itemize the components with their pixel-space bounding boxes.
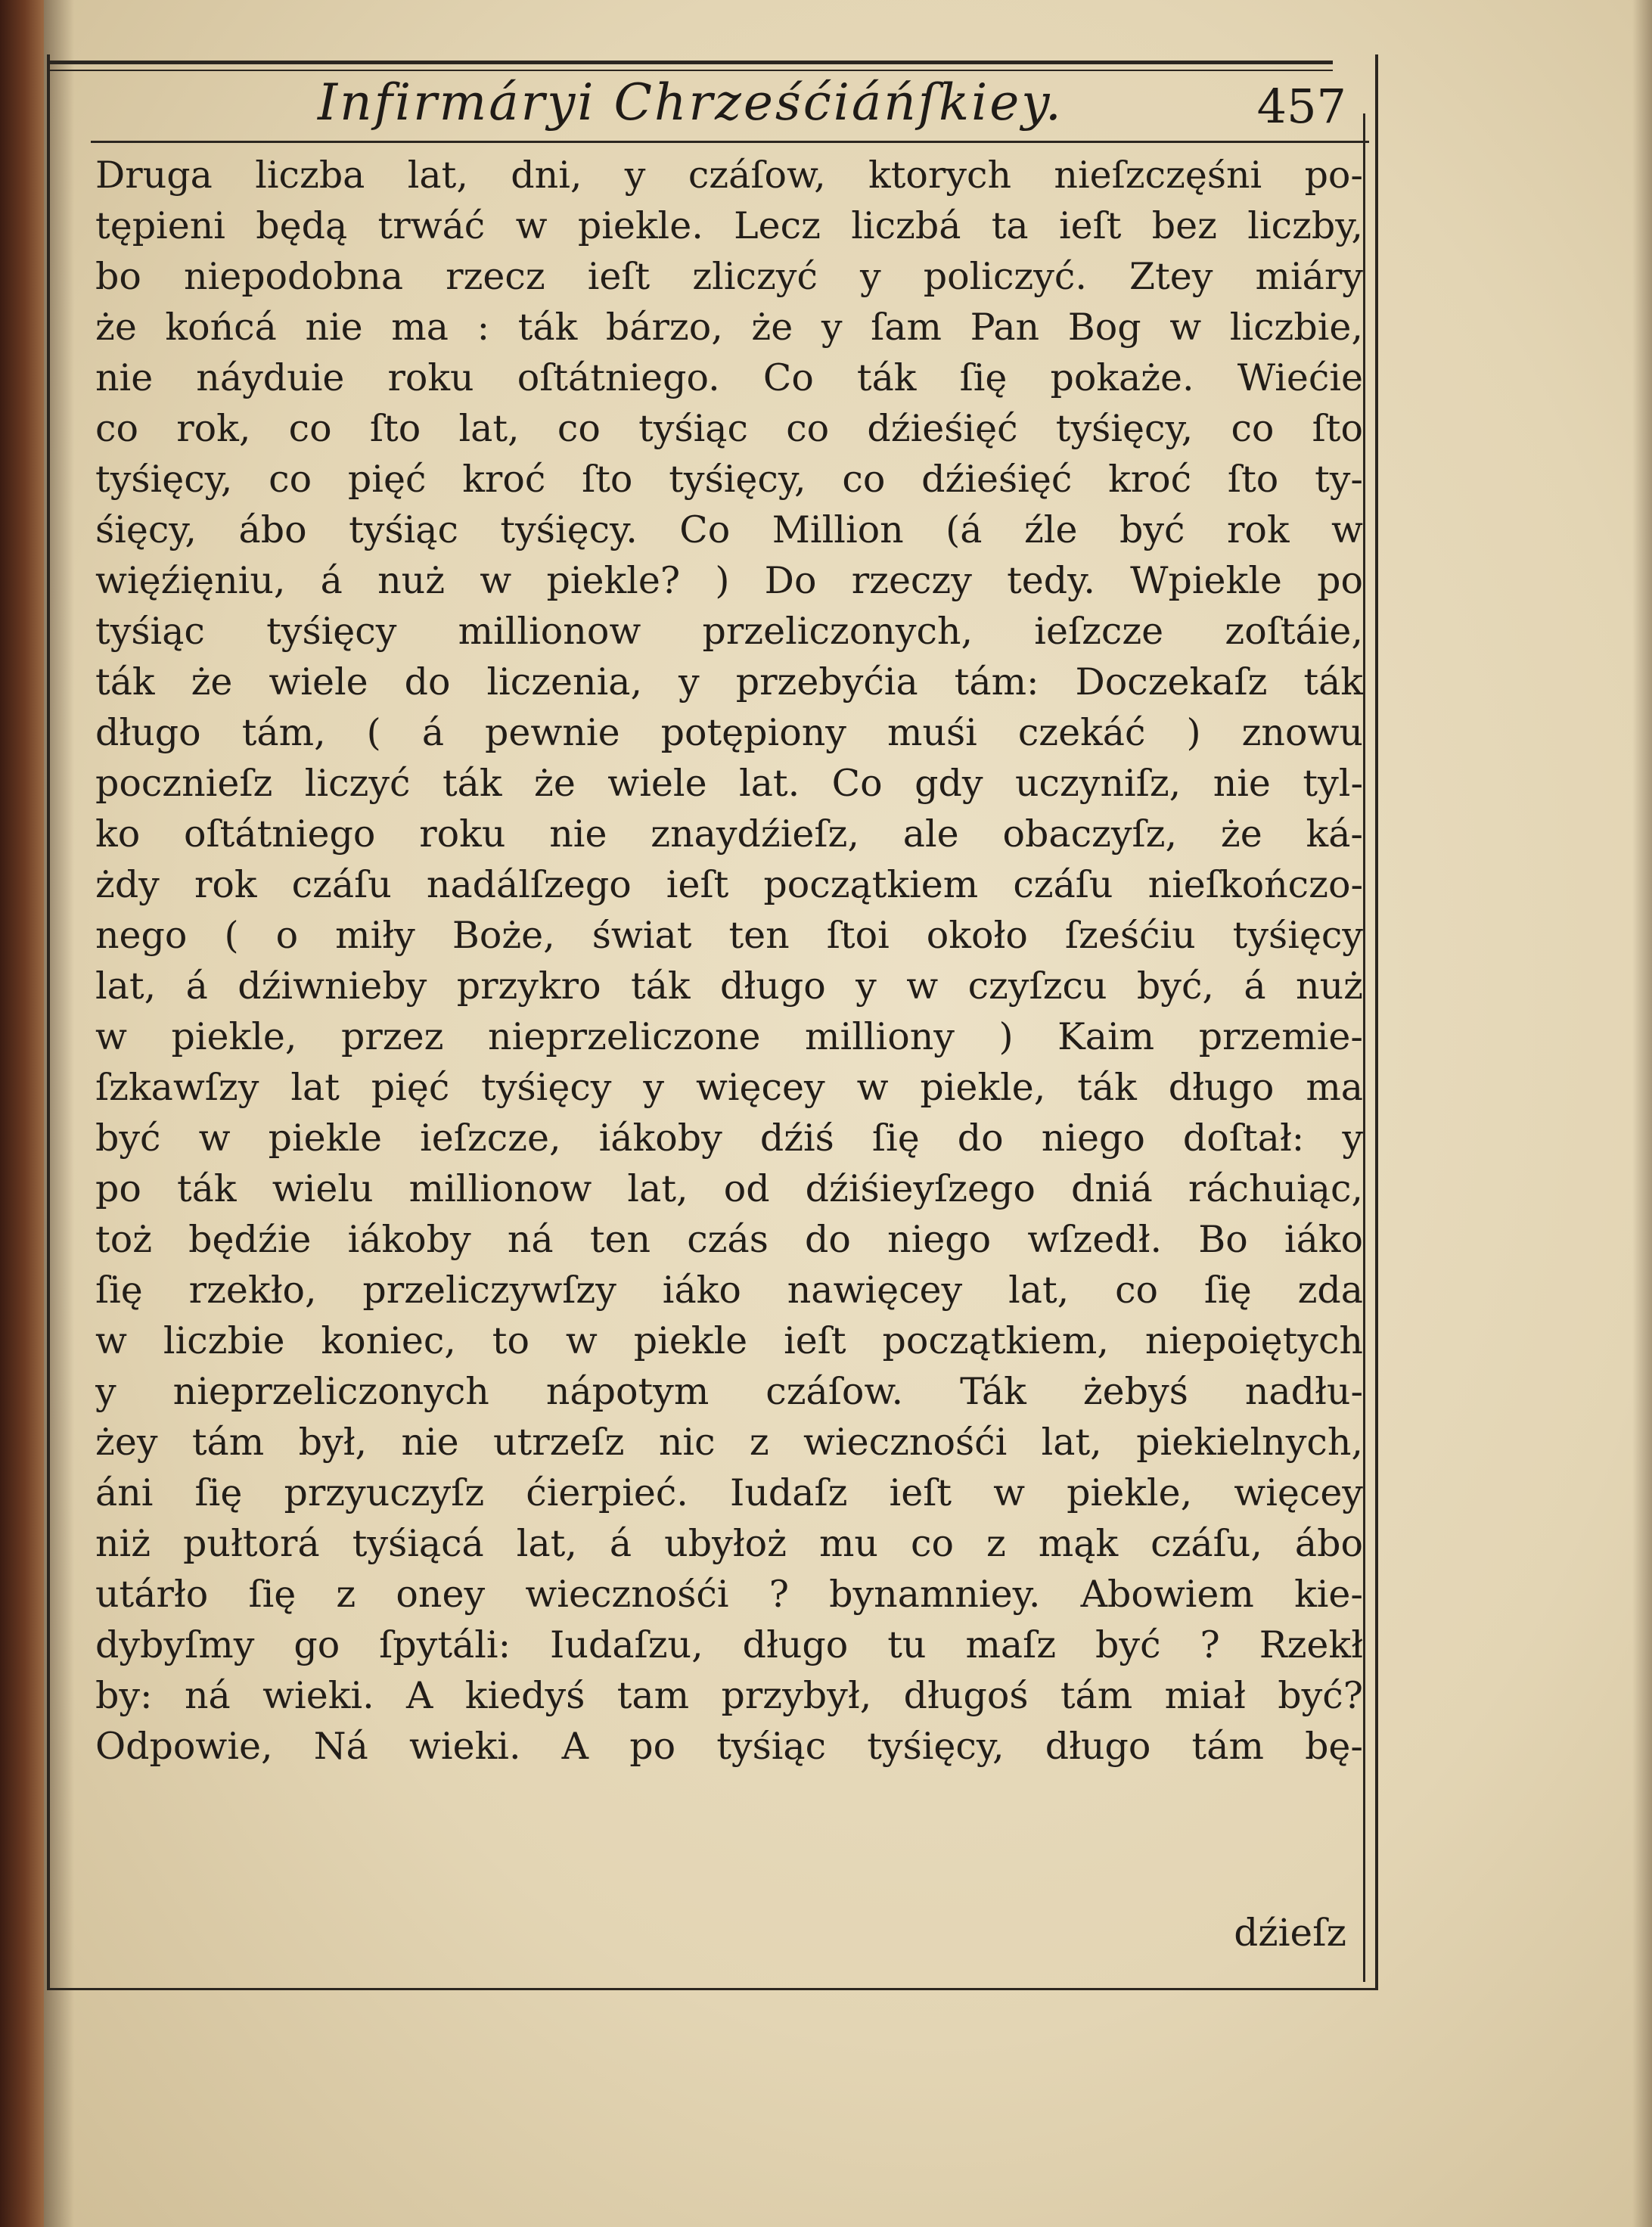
text-line: być w piekle ieſzcze, iákoby dźiś ſię do niego doſtał: y xyxy=(95,1117,1363,1160)
text-line: dybyſmy go ſpytáli: Iudaſzu, długo tu maſz być ? Rzekł xyxy=(95,1623,1363,1666)
text-line: Odpowie, Ná wieki. A po tyśiąc tyśięcy, długo tám bę- xyxy=(95,1725,1363,1768)
text-line: ſzkawſzy lat pięć tyśięcy y więcey w piekle, ták długo ma xyxy=(95,1066,1363,1109)
text-line: Druga liczba lat, dni, y czáſow, ktorych nieſzczęśni po- xyxy=(95,154,1363,197)
text-line: tyśiąc tyśięcy millionow przeliczonych, ieſzcze zoſtáie, xyxy=(95,610,1363,653)
text-line: tępieni będą trwáć w piekle. Lecz liczbá ta ieſt bez liczby, xyxy=(95,204,1363,247)
header-rule xyxy=(91,141,1369,143)
text-line: áni ſię przyuczyſz ćierpieć. Iudaſz ieſt w piekle, więcey xyxy=(95,1471,1363,1514)
text-line: długo tám, ( á pewnie potępiony muśi czekáć ) znowu xyxy=(95,711,1363,754)
right-margin-rule xyxy=(1363,113,1365,1982)
running-title: Infirmáryi Chrześćiáńſkiey. xyxy=(318,73,1064,132)
text-line: nie náyduie roku oſtátniego. Co ták ſię pokaże. Wiećie xyxy=(95,356,1363,399)
text-line: w liczbie koniec, to w piekle ieſt początkiem, niepoiętych xyxy=(95,1319,1363,1362)
text-line: ták że wiele do liczenia, y przebyćia tám: Doczekaſz ták xyxy=(95,660,1363,704)
book-binding xyxy=(0,0,44,2227)
text-line: nego ( o miły Boże, świat ten ſtoi około ſześćiu tyśięcy xyxy=(95,914,1363,957)
text-line: ko oſtátniego roku nie znaydźieſz, ale obaczyſz, że ká- xyxy=(95,812,1363,856)
text-line: y nieprzeliczonych nápotym czáſow. Ták żebyś nadłu- xyxy=(95,1370,1363,1413)
catchword: dźieſz xyxy=(1234,1911,1346,1955)
text-line: niż pułtorá tyśiącá lat, á ubyłoż mu co z mąk czáſu, ábo xyxy=(95,1522,1363,1565)
text-line: tyśięcy, co pięć kroć ſto tyśięcy, co dźieśięć kroć ſto ty- xyxy=(95,458,1363,501)
text-line: utárło ſię z oney wiecznośći ? bynamniey. Abowiem kie- xyxy=(95,1573,1363,1616)
text-line: więźięniu, á nuż w piekle? ) Do rzeczy tedy. Wpiekle po xyxy=(95,559,1363,602)
text-line: bo niepodobna rzecz ieſt zliczyć y policzyć. Ztey miáry xyxy=(95,255,1363,298)
text-line: pocznieſz liczyć ták że wiele lat. Co gdy uczyniſz, nie tyl- xyxy=(95,762,1363,805)
page-edge-shadow xyxy=(1632,0,1652,2227)
page-number: 457 xyxy=(1256,79,1346,134)
text-line: lat, á dźiwnieby przykro ták długo y w czyſzcu być, á nuż xyxy=(95,964,1363,1008)
text-line: by: ná wieki. A kiedyś tam przybył, długoś tám miał być? xyxy=(95,1674,1363,1717)
text-line: że końcá nie ma : ták bárzo, że y ſam Pan Bog w liczbie, xyxy=(95,306,1363,349)
text-line: żdy rok czáſu nadálſzego ieſt początkiem czáſu nieſkończo- xyxy=(95,863,1363,906)
text-line: żey tám był, nie utrzeſz nic z wiecznośći lat, piekielnych, xyxy=(95,1421,1363,1464)
body-text xyxy=(95,150,1363,1772)
text-line: śięcy, ábo tyśiąc tyśięcy. Co Million (á źle być rok w xyxy=(95,508,1363,551)
frame-top-rule xyxy=(47,61,1333,64)
text-line: co rok, co ſto lat, co tyśiąc co dźieśięć tyśięcy, co ſto xyxy=(95,407,1363,450)
text-line: w piekle, przez nieprzeliczone milliony ) Kaim przemie- xyxy=(95,1015,1363,1058)
text-line: po ták wielu millionow lat, od dźiśieyſzego dniá ráchuiąc, xyxy=(95,1167,1363,1210)
text-line: toż będźie iákoby ná ten czás do niego wſzedł. Bo iáko xyxy=(95,1218,1363,1261)
text-line: ſię rzekło, przeliczywſzy iáko nawięcey lat, co ſię zda xyxy=(95,1269,1363,1312)
